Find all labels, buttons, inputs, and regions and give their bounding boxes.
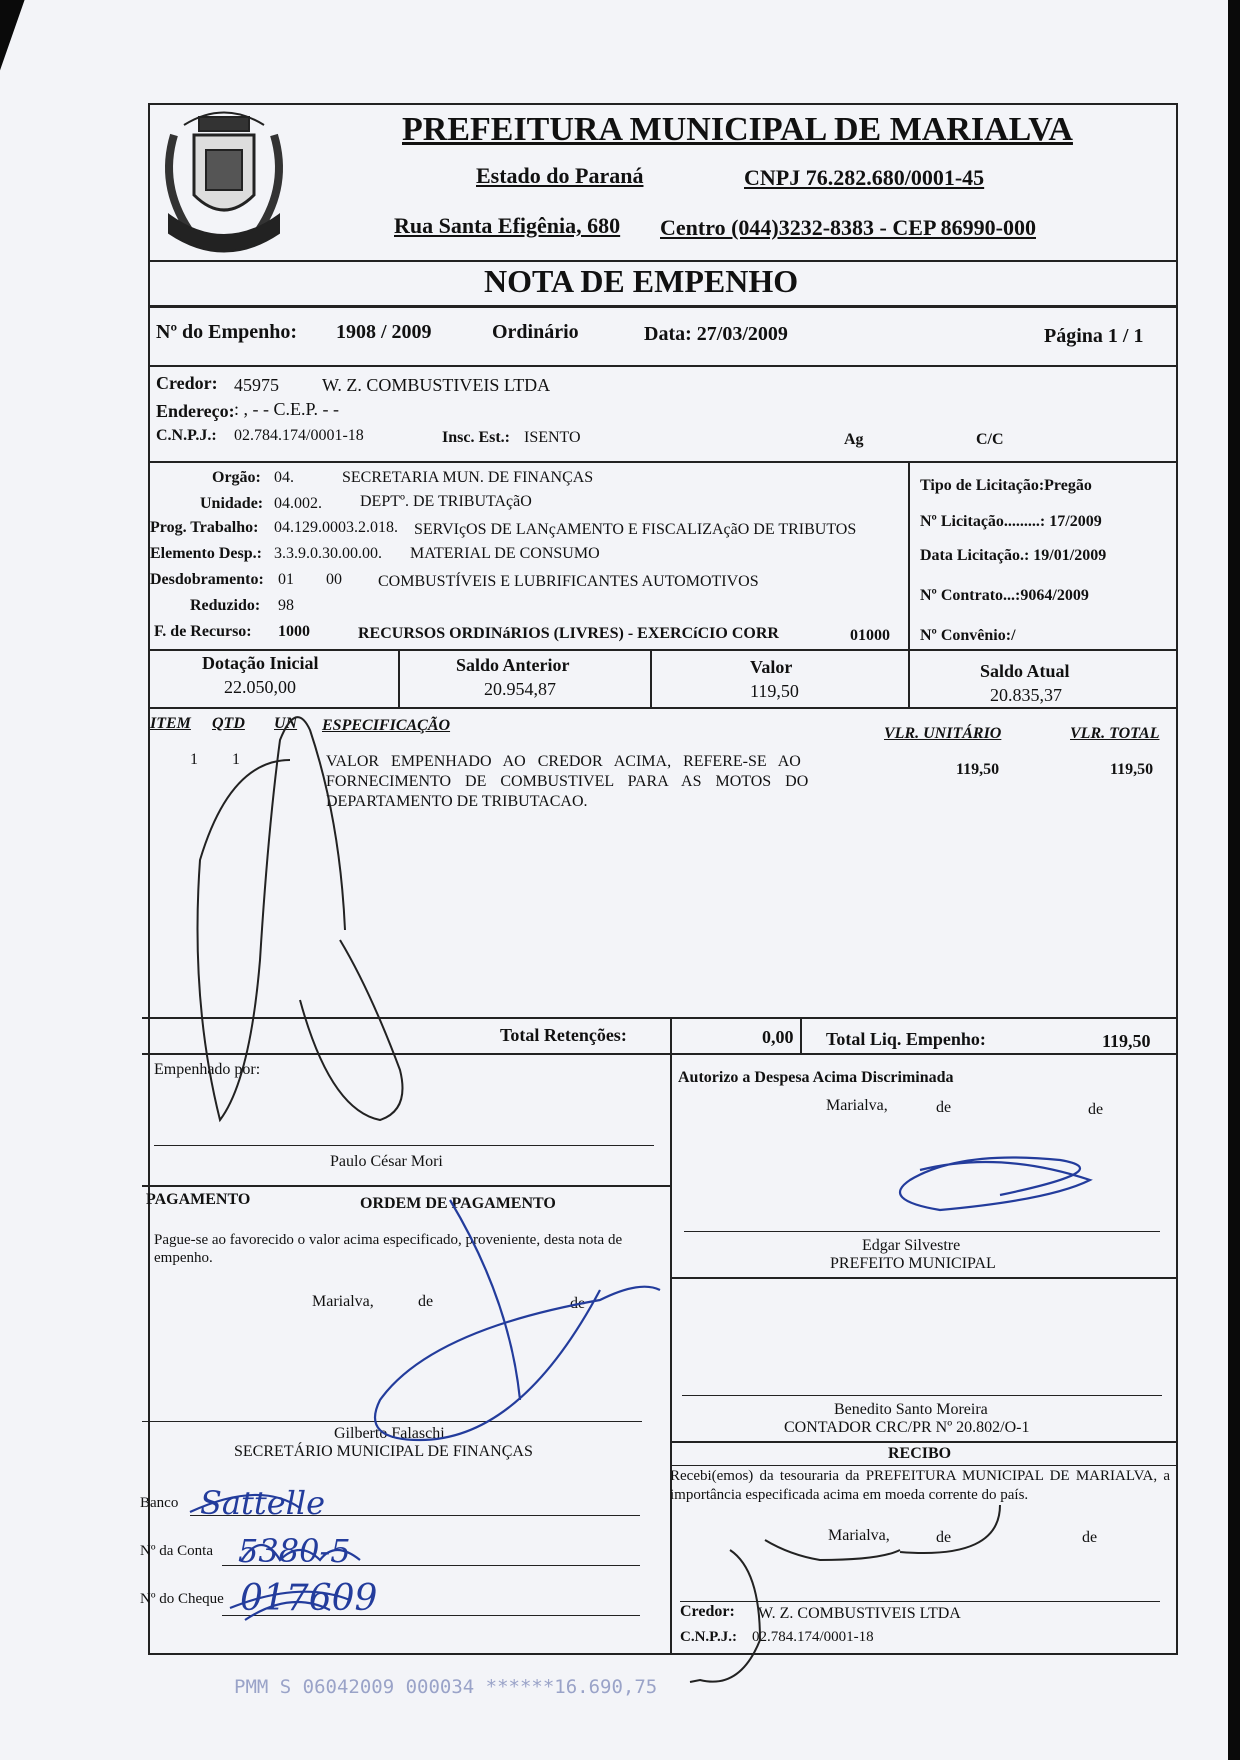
- empenho-date: Data: 27/03/2009: [644, 323, 788, 345]
- autorizo-de-1: de: [936, 1099, 952, 1116]
- item-number: 1: [190, 751, 198, 768]
- empenho-type: Ordinário: [492, 321, 579, 343]
- contador-role: CONTADOR CRC/PR Nº 20.802/O-1: [784, 1419, 1030, 1436]
- empenhado-por-label: Empenhado por:: [154, 1061, 261, 1078]
- agencia-label: Ag: [844, 431, 864, 448]
- address-label: Rua Santa Efigênia, 680: [394, 213, 621, 238]
- conta-corrente-label: C/C: [976, 431, 1004, 448]
- insc-label: Insc. Est.:: [442, 429, 511, 446]
- desdobramento-a: 01: [278, 571, 294, 588]
- recibo-label: RECIBO: [888, 1445, 952, 1462]
- insc-value: ISENTO: [524, 429, 581, 446]
- desdobramento-label: Desdobramento:: [150, 571, 264, 588]
- item-col-header: ITEM: [150, 715, 191, 732]
- programa-name: SERVIçOS DE LANçAMENTO E FISCALIZAçãO DE TRIBUTOS: [414, 521, 857, 538]
- pagamento-label: PAGAMENTO: [146, 1191, 251, 1208]
- tipo-licitacao: Tipo de Licitação:Pregão: [920, 477, 1092, 494]
- recurso-number: 01000: [850, 627, 890, 644]
- page-indicator: Página 1 / 1: [1044, 325, 1144, 347]
- valor-label: Valor: [750, 657, 793, 677]
- programa-code: 04.129.0003.2.018.: [274, 519, 398, 536]
- recibo-text: Recebi(emos) da tesouraria da PREFEITURA MUNICIPAL DE MARIALVA, a importância especificada acima em moeda corrente do país.: [670, 1468, 1170, 1503]
- numero-contrato: Nº Contrato...:9064/2009: [920, 587, 1089, 604]
- pagamento-de-2: de: [570, 1295, 586, 1312]
- credor-label: Credor:: [156, 373, 218, 393]
- conta-label: Nº da Conta: [140, 1543, 213, 1559]
- unidade-label: Unidade:: [200, 495, 264, 512]
- municipality-title: PREFEITURA MUNICIPAL DE MARIALVA: [402, 111, 1073, 148]
- secretario-name: Gilberto Falaschi: [334, 1425, 445, 1442]
- numero-licitacao: Nº Licitação.........: 17/2009: [920, 513, 1102, 530]
- item-unit-value: 119,50: [956, 761, 1000, 778]
- valor-value: 119,50: [750, 681, 799, 701]
- autorizo-city: Marialva,: [826, 1097, 888, 1114]
- recurso-label: F. de Recurso:: [154, 623, 252, 640]
- saldo-anterior-label: Saldo Anterior: [456, 655, 570, 675]
- credor-code: 45975: [234, 375, 279, 395]
- saldo-atual-label: Saldo Atual: [980, 661, 1070, 681]
- item-spec-line-3: DEPARTAMENTO DE TRIBUTACAO.: [326, 793, 588, 810]
- retencoes-value: 0,00: [762, 1027, 794, 1047]
- data-licitacao: Data Licitação.: 19/01/2009: [920, 547, 1107, 564]
- pagamento-text: Pague-se ao favorecido o valor acima especificado, proveniente, desta nota de empenho.: [154, 1232, 623, 1266]
- item-spec-line-2: FORNECIMENTO DE COMBUSTIVEL PARA AS MOTOS DO: [326, 773, 809, 790]
- vlr-total-col-header: VLR. TOTAL: [1070, 725, 1160, 742]
- desdobramento-b: 00: [326, 571, 342, 588]
- banco-label: Banco: [140, 1495, 179, 1511]
- total-liquido-value: 119,50: [1102, 1031, 1151, 1051]
- recibo-city: Marialva,: [828, 1527, 890, 1544]
- recibo-cnpj: 02.784.174/0001-18: [752, 1629, 874, 1645]
- orgao-name: SECRETARIA MUN. DE FINANÇAS: [342, 469, 594, 486]
- secretario-role: SECRETÁRIO MUNICIPAL DE FINANÇAS: [234, 1443, 533, 1460]
- handwritten-cheque: 017609: [240, 1578, 378, 1619]
- numero-convenio: Nº Convênio:/: [920, 627, 1016, 644]
- empenho-number: 1908 / 2009: [336, 321, 432, 343]
- ordem-pagamento-label: ORDEM DE PAGAMENTO: [360, 1195, 556, 1212]
- elemento-name: MATERIAL DE CONSUMO: [410, 545, 600, 562]
- recibo-credor-label: Credor:: [680, 1603, 735, 1620]
- handwritten-banco: Sattelle: [200, 1484, 326, 1522]
- prefeito-name: Edgar Silvestre: [862, 1237, 961, 1254]
- retencoes-label: Total Retenções:: [500, 1025, 627, 1045]
- credor-cnpj-label: C.N.P.J.:: [156, 427, 217, 444]
- vlr-unitario-col-header: VLR. UNITÁRIO: [884, 725, 1002, 742]
- empenhado-por-name: Paulo César Mori: [330, 1153, 443, 1170]
- dotacao-value: 22.050,00: [224, 677, 296, 697]
- reduzido-value: 98: [278, 597, 294, 614]
- handwritten-conta: 5380-5: [238, 1532, 351, 1570]
- nota-de-empenho-form: [140, 103, 1178, 1655]
- recibo-de-1: de: [936, 1529, 952, 1546]
- elemento-code: 3.3.9.0.30.00.00.: [274, 545, 382, 562]
- orgao-label: Orgão:: [212, 469, 261, 486]
- credor-cnpj: 02.784.174/0001-18: [234, 427, 364, 444]
- recurso-code: 1000: [278, 623, 310, 640]
- autorizo-label: Autorizo a Despesa Acima Discriminada: [678, 1069, 954, 1086]
- address-contact: Centro (044)3232-8383 - CEP 86990-000: [660, 215, 1036, 240]
- unidade-name: DEPTº. DE TRIBUTAçãO: [360, 493, 532, 510]
- recibo-credor-name: W. Z. COMBUSTIVEIS LTDA: [758, 1605, 961, 1622]
- saldo-anterior-value: 20.954,87: [484, 679, 556, 699]
- cheque-label: Nº do Cheque: [140, 1591, 224, 1607]
- orgao-code: 04.: [274, 469, 294, 486]
- desdobramento-name: COMBUSTÍVEIS E LUBRIFICANTES AUTOMOTIVOS: [378, 573, 759, 590]
- credor-name: W. Z. COMBUSTIVEIS LTDA: [322, 375, 551, 395]
- elemento-label: Elemento Desp.:: [150, 545, 262, 562]
- endereco-value: : , - - C.E.P. - -: [234, 399, 339, 419]
- saldo-atual-value: 20.835,37: [990, 685, 1062, 705]
- pagamento-de-1: de: [418, 1293, 434, 1310]
- state-label: Estado do Paraná: [476, 163, 644, 188]
- unidade-code: 04.002.: [274, 495, 322, 512]
- empenho-number-label: Nº do Empenho:: [156, 321, 298, 343]
- un-col-header: UN: [274, 715, 298, 732]
- recibo-de-2: de: [1082, 1529, 1098, 1546]
- especificacao-col-header: ESPECIFICAÇÃO: [322, 717, 451, 734]
- dotacao-label: Dotação Inicial: [202, 653, 319, 673]
- coat-of-arms-logo: [154, 105, 294, 255]
- recurso-name: RECURSOS ORDINáRIOS (LIVRES) - EXERCíCIO CORR: [358, 625, 779, 642]
- item-spec-line-1: VALOR EMPENHADO AO CREDOR ACIMA, REFERE-SE AO: [326, 753, 801, 770]
- endereco-label: Endereço:: [156, 401, 235, 421]
- reduzido-label: Reduzido:: [190, 597, 261, 614]
- item-total-value: 119,50: [1110, 761, 1154, 778]
- contador-name: Benedito Santo Moreira: [834, 1401, 988, 1418]
- programa-label: Prog. Trabalho:: [150, 519, 259, 536]
- autorizo-de-2: de: [1088, 1101, 1104, 1118]
- document-title: NOTA DE EMPENHO: [484, 263, 799, 299]
- total-liquido-label: Total Liq. Empenho:: [826, 1029, 986, 1049]
- recibo-cnpj-label: C.N.P.J.:: [680, 1629, 737, 1645]
- qtd-col-header: QTD: [212, 715, 245, 732]
- item-qty: 1: [232, 751, 240, 768]
- pagamento-city: Marialva,: [312, 1293, 374, 1310]
- prefeito-role: PREFEITO MUNICIPAL: [830, 1255, 996, 1272]
- cnpj-label: CNPJ 76.282.680/0001-45: [744, 165, 985, 190]
- bank-stamp: PMM S 06042009 000034 ******16.690,75: [234, 1676, 658, 1698]
